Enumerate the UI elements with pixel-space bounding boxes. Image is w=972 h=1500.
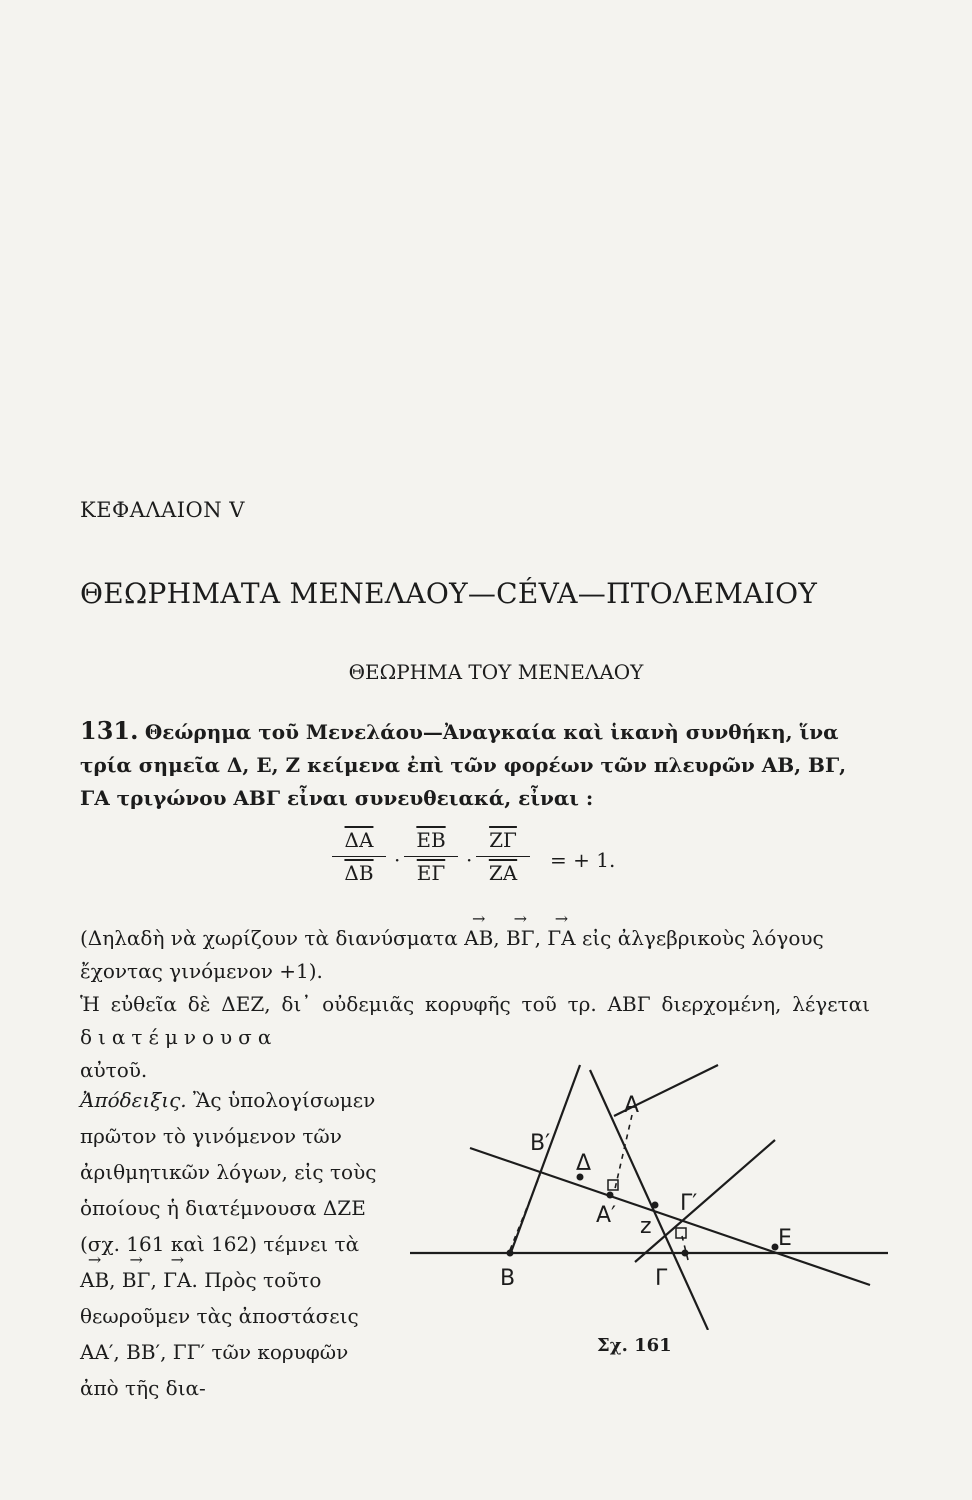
definition-end: αὐτοῦ.	[80, 1058, 148, 1082]
proof-vector-ga: → ΓΑ	[163, 1262, 191, 1298]
vector-bg: → ΒΓ	[506, 922, 535, 955]
definition-text: Ἡ εὐθεῖα δὲ ΔΕΖ, δι᾽ οὐδεμιᾶς κορυφῆς τοῦ τρ. ΑΒΓ διερχομένη, λέγεται	[80, 992, 870, 1016]
point-z	[652, 1202, 659, 1209]
proof-text-1: Ἂς ὑπολογίσωμεν πρῶτον τὸ γινόμενον τῶν ἀριθμητικῶν λόγων, εἰς τοὺς ὁποίους ἡ διατέμνουσα ΔΖΕ (σχ. 161 καὶ 162) τέμνει τὰ	[80, 1088, 377, 1256]
label-a-prime: A′	[596, 1203, 617, 1228]
right-angle-g	[676, 1228, 686, 1238]
theorem-statement	[80, 714, 870, 815]
label-e: E	[778, 1226, 792, 1251]
fraction-2-numerator: $\overline{EB}$	[404, 828, 458, 857]
vector-ab: → ΑΒ	[464, 922, 493, 955]
formula-rhs: = + 1.	[550, 848, 616, 872]
section-title: ΘΕΩΡΗΜΑ ΤΟΥ ΜΕΝΕΛΑΟΥ	[348, 660, 644, 684]
label-b: B	[500, 1266, 516, 1291]
menelaus-formula	[332, 828, 652, 890]
theorem-number: 131.	[80, 716, 139, 745]
theorem-name: Θεώρημα τοῦ Μενελάου	[144, 720, 423, 744]
fraction-1-numerator: $\overline{\Delta A}$	[332, 828, 386, 857]
fraction-1-denominator: ΔΒ	[344, 861, 374, 885]
label-a: A	[624, 1093, 640, 1118]
label-d: Δ	[576, 1151, 592, 1176]
point-g	[682, 1250, 689, 1257]
proof-label: Ἀπόδειξις.	[80, 1088, 187, 1112]
line-cross	[635, 1140, 775, 1262]
label-g: Γ	[655, 1266, 668, 1291]
fraction-1	[332, 828, 386, 885]
fraction-3	[476, 828, 530, 885]
fraction-2-denominator: ΕΓ	[416, 861, 446, 885]
transversal-dze	[470, 1148, 870, 1285]
note-comma-2: ,	[534, 926, 541, 950]
point-a-prime	[607, 1192, 614, 1199]
fraction-2	[404, 828, 458, 885]
proof-vector-ab: → ΑΒ	[80, 1262, 109, 1298]
figure-161-diagram	[400, 1040, 900, 1330]
chapter-title: ΘΕΩΡΗΜΑΤΑ ΜΕΝΕΛΑΟΥ—CÉVA—ΠΤΟΛΕΜΑΙΟΥ	[80, 577, 818, 610]
dot-operator-2: ·	[466, 848, 473, 872]
proof-vector-bg: → ΒΓ	[122, 1262, 151, 1298]
chapter-heading: ΚΕΦΑΛΑΙΟΝ V	[80, 498, 245, 522]
label-b-prime: B′	[530, 1131, 551, 1156]
vector-note	[80, 922, 870, 988]
figure-caption: Σχ. 161	[597, 1335, 672, 1356]
proof-paragraph: Ἀπόδειξις. Ἂς ὑπολογίσωμεν πρῶτον τὸ γινόμενον τῶν ἀριθμητικῶν λόγων, εἰς τοὺς ὁποίους ἡ διατέμνουσα ΔΖΕ (σχ. 161 καὶ 162) τέμνει τὰ → ΑΒ, → ΒΓ, → ΓΑ. Πρὸς τοῦτο θεωροῦμεν τὰς ἀποστάσεις ΑΑ′, ΒΒ′, ΓΓ′ τῶν κορυφῶν ἀπὸ τῆς δια-	[80, 1082, 390, 1406]
vector-ga: → ΓΑ	[547, 922, 575, 955]
line-ab	[510, 1065, 580, 1255]
fraction-3-numerator: $\overline{Z\Gamma}$	[476, 828, 530, 857]
proof-text-2: Πρὸς τοῦτο θεωροῦμεν τὰς ἀποστάσεις ΑΑ′, ΒΒ′, ΓΓ′ τῶν κορυφῶν ἀπὸ τῆς δια-	[80, 1268, 359, 1400]
note-text-before: (Δηλαδὴ νὰ χωρίζουν τὰ διανύσματα	[80, 926, 458, 950]
note-comma-1: ,	[493, 926, 500, 950]
theorem-text: —Ἀναγκαία καὶ ἱκανὴ συνθήκη, ἵνα τρία σημεῖα Δ, Ε, Ζ κείμενα ἐπὶ τῶν φορέων τῶν πλευρῶν ΑΒ, ΒΓ, ΓΑ τριγώνου ΑΒΓ εἶναι συνευθειακά, εἶναι :	[80, 720, 847, 810]
fraction-3-denominator: ΖΑ	[488, 861, 518, 885]
label-g-prime: Γ′	[680, 1191, 698, 1216]
note-text-after: εἰς ἀλγεβρικοὺς λόγους ἔχοντας γινόμενον +1).	[80, 926, 824, 983]
dot-operator-1: ·	[394, 848, 401, 872]
point-b	[507, 1250, 514, 1257]
definition-term: διατέμνουσα	[80, 1025, 278, 1049]
label-z: z	[640, 1214, 652, 1239]
